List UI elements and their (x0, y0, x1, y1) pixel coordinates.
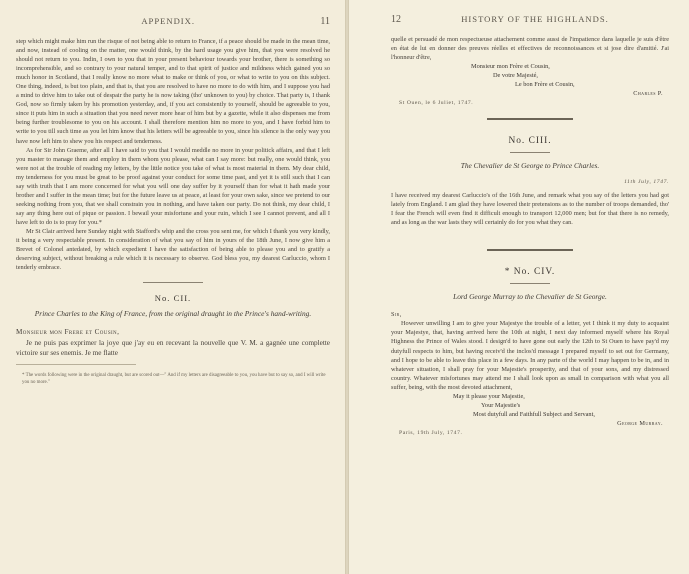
page-number: 12 (391, 14, 401, 25)
paragraph: I have received my dearest Carluccio's of the 16th June, and remark what you say of the letters you had got lately from England. I am glad they have lowered their pretensions as to the number of troops demanded, tho' I fear the French will even find it difficult enough to transport 12,000 men; but for that there is no remedy, and as long as the war lasts they will certainly do for you what they can. (391, 192, 669, 227)
closing-block (391, 62, 669, 89)
closing-line: De votre Majesté, (493, 72, 538, 80)
letter-number-heading: No. CII. (154, 293, 192, 304)
section-rule (487, 249, 573, 251)
letter-body (16, 37, 330, 272)
dateline: 11th July, 1747. (624, 179, 669, 186)
letter-title: The Chevalier de St George to Prince Charles. (460, 161, 600, 171)
running-head-title: APPENDIX. (141, 16, 195, 26)
letter-number-heading: * No. CIV. (504, 267, 556, 278)
closing-line: Le bon Frère et Cousin, (515, 81, 575, 89)
closing-line: May it please your Majestie, (453, 392, 525, 400)
dateline: Paris, 19th July, 1747. (399, 429, 463, 436)
closing-line: Monsieur mon Frère et Cousin, (471, 63, 550, 71)
closing-block (391, 392, 669, 419)
salutation: Monsieur mon Frere et Cousin, (16, 328, 120, 337)
paragraph: Mr St Clair arrived here Sunday night with Stafford's whip and the cross you sent me, for which I thank you very kindly, it being a very respectable present. In consideration of what you say of him in yours of the 18th June, I now give him a Brevet of Colonel antedated, by which expedient I have the satisfaction of being able to please you and to gratify a deserving subject, without breaking a rule which it is necessary to observe. God bless you, my dearest Carluccio, whom I tenderly embrace. (16, 227, 330, 272)
letter-body (391, 310, 669, 391)
signature: George Murray. (617, 419, 663, 427)
paragraph: However unwilling I am to give your Majestye the trouble of a letter, yet I think it my duty to acquaint your Majestye, that, having arrived here the 10th at night, I next day informed myself where his Royal Highness the Prince of Wales stood. I design'd to have gone out early the 12th to St Ouen to have pay'd my dutyfull respects to him, but having receiv'd the inclos'd message I prepared myself to set out for Germany, and I hope to be able to leave this place in a few days. In any parte of the world I may happen to be in, and in whatever situation, I shall pray for your Majestie's prosperity, and that of your sons, and my distressed country. Whatever misfortunes may attend me I shall look upon as small in comparison with what you all suffer, being, with the most devoted attachment, (391, 320, 669, 391)
running-head (16, 16, 330, 27)
salutation: Sir, (391, 311, 402, 319)
letter-opening (16, 327, 330, 358)
paragraph: step which might make him run the risque of not being able to return to France, if a peace should be made in the mean time, and now, instead of cooling on the matter, one would think, by the hard usage you give him, that you were resolved he should not return to you. Indin, I own to you that in your present behaviour towards your brother, there is something so incomprehensible, and so contrary to your natural temper, and to that spirit of justice and mildness which gained you so much honor in Scotland, that I really know no more what to make or think of you, or what to write to you on this subject. One thing, indeed, is but too plain, and that is, that you are resolved to have no more to do with him, and I suppose you had a mind to drive him to take out of despair the party he is now taking (tho' unknown to you) by choice. That party is, I thank God, now so firmly taken by his promotion yesterday, and, if you act consistently to yourself, should be agreeable to you, since it puts him in such a situation that you need never more hear of him but by a gazette, while it also dispenses me from being further troublesome to you on his account. I shall therefore mention him no more to you, and I have forbid him to write to you till such time as you let him know that his letters will be agreeable to you, since his silence is the only way you have now left him to shew you his respect and tenderness. (16, 38, 330, 145)
closing-line: Your Majestie's (481, 401, 521, 409)
section-rule (143, 282, 203, 283)
heading-rule (510, 152, 550, 153)
letter-body (391, 191, 669, 227)
running-head (391, 14, 669, 25)
paragraph: As for Sir John Graeme, after all I have said to you that I would meddle no more in your politick affairs, and that I left you master to manage them and employ in them whom you please, what can I say more: but really, one would think, you were not at the trouble of reading my letters, by the little notice you take of what is most material in them. My dear child, my tenderness for you must be great to be proof against your conduct for some time past, and yet it is still such that I can say with truth that I am more concerned for what you will one day suffer by it yourself than for what it hath made your brother and I suffer in the mean time; but for the future leave us at peace, at least for your own sake, since we pretend to our seeking nothing from you, that we shall constrain you in nothing, and have taken our party. Do not think, my dear child, I say any thing here out of pique or passion. I bewail your misfortune and your ruin, which I see I cannot prevent, and all I have left to do is to pray for you.* (16, 146, 330, 226)
footnote-rule (16, 364, 136, 365)
footnote: * The words following were in the original draught, but are scored out—" And if my letters are disagreeable to you, you have but to say so, and I will write you no more." (22, 373, 326, 386)
dateline: St Ouen, le 6 Juliet, 1747. (399, 100, 474, 107)
right-page (349, 0, 689, 574)
section-rule (487, 118, 573, 120)
signature: Charles P. (633, 90, 663, 98)
closing-line: Most dutyfull and Faithfull Subject and Servant, (473, 410, 595, 418)
running-head-title: HISTORY OF THE HIGHLANDS. (461, 14, 609, 24)
page-number: 11 (320, 16, 330, 27)
opening-lines: Je ne puis pas exprimer la joye que j'ay eu en recevant la nouvelle que V. M. a gagnée une complette victoire sur ses enemis. Je me flatte (16, 338, 330, 358)
letter-number-heading: No. CIII. (508, 136, 552, 147)
paragraph: quelle et persuadé de mon respectueuse attachement comme aussi de l'impatience dans laquelle je suis d'être en état de lui en donner des preuves réelles et effectives de reconnoissances et si jose dire d'amitié. J'ai l'honneur d'être, (391, 36, 669, 62)
letter-carryover (391, 35, 669, 62)
letter-title: Lord George Murray to the Chevalier de St George. (453, 292, 607, 302)
letter-title: Prince Charles to the King of France, from the original draught in the Prince's hand-writing. (34, 309, 312, 319)
heading-rule (510, 283, 550, 284)
